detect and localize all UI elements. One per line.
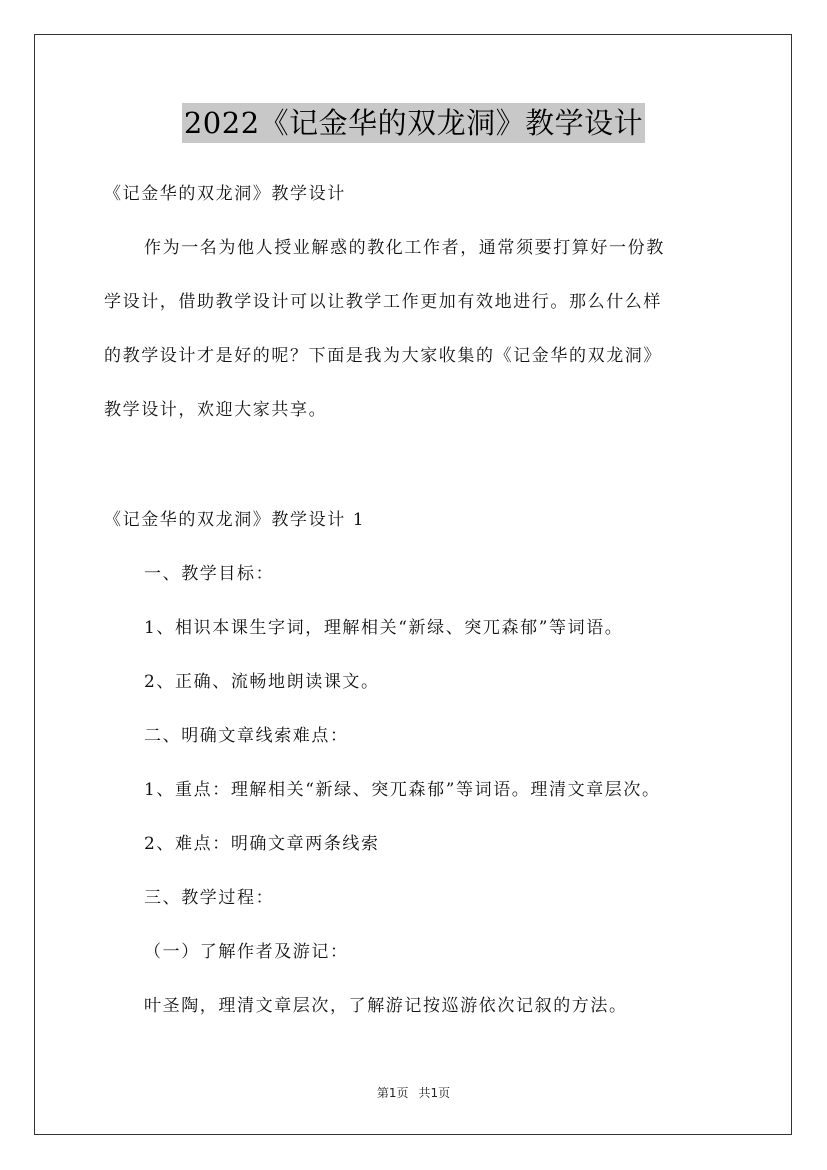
page-footer [0,1084,827,1101]
page-number: 第1页 [376,1086,409,1100]
content-line: 2、难点：明确文章两条线索 [144,834,380,854]
document-title: 2022《记金华的双龙洞》教学设计 [182,103,645,143]
content-line: 1、相识本课生字词，理解相关“新绿、突兀森郁”等词语。 [144,618,624,638]
title-container [0,103,827,143]
content-line: 叶圣陶，理清文章层次，了解游记按巡游依次记叙的方法。 [144,996,628,1016]
content-line: 一、教学目标： [144,564,275,584]
intro-line-2: 学设计，借助教学设计可以让教学工作更加有效地进行。那么什么样 [104,292,662,312]
section-heading: 《记金华的双龙洞》教学设计 1 [104,510,366,530]
content-line: 1、重点：理解相关“新绿、突兀森郁”等词语。理清文章层次。 [144,780,661,800]
subtitle: 《记金华的双龙洞》教学设计 [104,184,346,204]
content-line: （一）了解作者及游记： [144,942,349,962]
intro-line-4: 教学设计，欢迎大家共享。 [104,400,328,420]
content-line: 三、教学过程： [144,888,275,908]
content-line: 二、明确文章线索难点： [144,726,349,746]
intro-line-3: 的教学设计才是好的呢？下面是我为大家收集的《记金华的双龙洞》 [104,346,662,366]
content-line: 2、正确、流畅地朗读课文。 [144,672,380,692]
page-total: 共1页 [418,1086,451,1100]
intro-line-1: 作为一名为他人授业解惑的教化工作者，通常须要打算好一份教 [144,238,665,258]
